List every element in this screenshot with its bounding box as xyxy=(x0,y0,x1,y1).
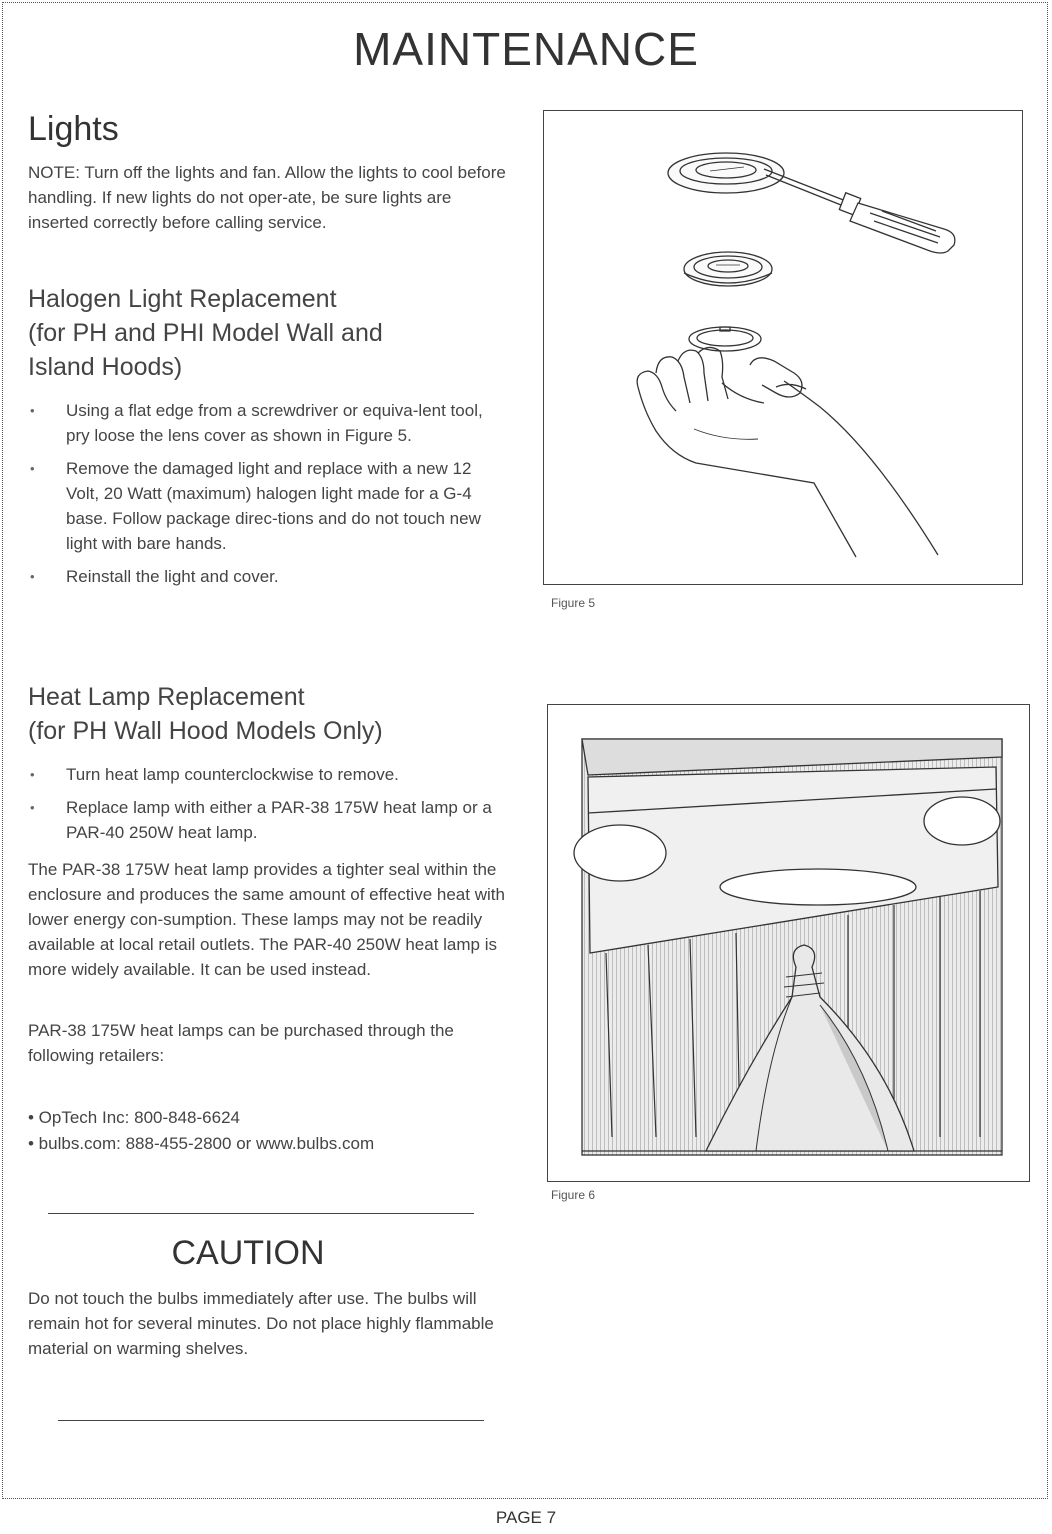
figure-6 xyxy=(547,704,1030,1182)
list-item: • Turn heat lamp counterclockwise to remove. xyxy=(28,762,506,787)
figure-5 xyxy=(543,110,1023,585)
halogen-heading-line1: Halogen Light Replacement xyxy=(28,285,337,313)
retailer-list xyxy=(28,1105,508,1157)
heat-lamp-heading xyxy=(28,680,508,748)
heat-lamp-illustration xyxy=(548,705,1028,1180)
page-number: PAGE 7 xyxy=(495,1508,557,1527)
list-item: • bulbs.com: 888-455-2800 or www.bulbs.com xyxy=(28,1134,375,1153)
caution-text: Do not touch the bulbs immediately after use. The bulbs will remain hot for several minutes. Do not place highly flammable material on warming shelves. xyxy=(28,1289,494,1358)
list-item: • Using a flat edge from a screwdriver or equiva-lent tool, pry loose the lens cover as shown in Figure 5. xyxy=(28,398,506,448)
halogen-heading-line3: Island Hoods) xyxy=(28,353,183,381)
retailers-intro: PAR-38 175W heat lamps can be purchased through the following retailers: xyxy=(28,1021,454,1065)
list-item: • Replace lamp with either a PAR-38 175W heat lamp or a PAR-40 250W heat lamp. xyxy=(28,795,506,845)
halogen-bullet-list xyxy=(28,398,506,597)
heat-lamp-bullet-list xyxy=(28,762,506,853)
page-title: MAINTENANCE xyxy=(353,23,699,75)
caution-heading: CAUTION xyxy=(171,1234,325,1272)
figure-6-caption: Figure 6 xyxy=(551,1188,596,1202)
heat-lamp-heading-line2: (for PH Wall Hood Models Only) xyxy=(28,717,383,745)
halogen-heading xyxy=(28,282,498,384)
lights-heading: Lights xyxy=(28,110,119,148)
heat-lamp-heading-line1: Heat Lamp Replacement xyxy=(28,683,305,711)
list-item: • Remove the damaged light and replace with a new 12 Volt, 20 Watt (maximum) halogen light made for a G-4 base. Follow package direc-tions and do not touch new light with bare hands. xyxy=(28,456,506,556)
lens-removal-illustration xyxy=(544,111,1021,583)
list-item: • OpTech Inc: 800-848-6624 xyxy=(28,1108,240,1127)
divider xyxy=(48,1213,474,1214)
halogen-heading-line2: (for PH and PHI Model Wall and xyxy=(28,319,383,347)
lights-note: NOTE: Turn off the lights and fan. Allow the lights to cool before handling. If new lights do not oper-ate, be sure lights are inserted correctly before calling service. xyxy=(28,163,506,232)
figure-5-caption: Figure 5 xyxy=(551,596,596,610)
divider xyxy=(58,1420,484,1421)
list-item: • Reinstall the light and cover. xyxy=(28,564,506,589)
heat-lamp-paragraph: The PAR-38 175W heat lamp provides a tighter seal within the enclosure and produces the same amount of effective heat with lower energy con-sumption. These lamps may not be readily available at local retail outlets. The PAR-40 250W heat lamp is more widely available. It can be used instead. xyxy=(28,860,505,979)
